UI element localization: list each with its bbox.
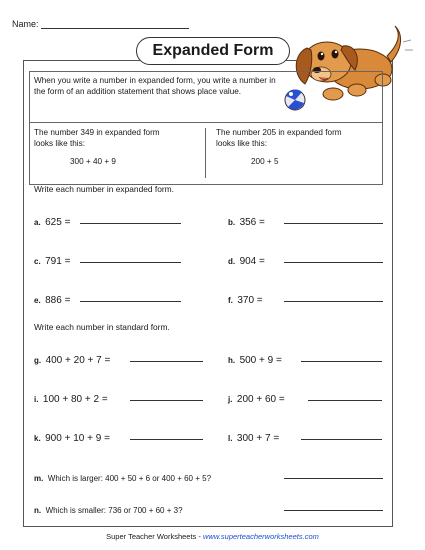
question (228, 251, 265, 269)
question (228, 428, 279, 446)
answer-line[interactable] (130, 361, 203, 362)
question (34, 251, 70, 269)
footer-link[interactable]: www.superteacherworksheets.com (202, 532, 319, 541)
section-instruction: Write each number in expanded form. (34, 184, 174, 194)
question-text: 500 + 9 = (239, 355, 282, 366)
question-label: f. (228, 296, 233, 305)
example-value: 200 + 5 (251, 157, 279, 166)
question (34, 389, 108, 407)
answer-line[interactable] (284, 510, 383, 511)
answer-line[interactable] (308, 400, 382, 401)
footer (0, 532, 425, 541)
answer-line[interactable] (80, 262, 181, 263)
question (34, 212, 70, 230)
answer-line[interactable] (301, 361, 382, 362)
example-text: The number 349 in expanded form looks like this: (34, 128, 160, 148)
answer-line[interactable] (130, 439, 203, 440)
question (34, 428, 110, 446)
question (34, 500, 183, 518)
question-label: a. (34, 218, 41, 227)
example-value: 300 + 40 + 9 (70, 157, 116, 166)
question-label: k. (34, 434, 41, 443)
page-title: Expanded Form (136, 37, 290, 65)
question-text: 900 + 10 + 9 = (45, 433, 110, 444)
name-label: Name: (12, 19, 39, 29)
question-label: i. (34, 395, 39, 404)
answer-line[interactable] (80, 223, 181, 224)
question-label: j. (228, 395, 233, 404)
question-text: Which is larger: 400 + 50 + 6 or 400 + 60 + 5? (47, 474, 212, 483)
question (34, 290, 70, 308)
question (228, 212, 265, 230)
question-text: 100 + 80 + 2 = (42, 394, 108, 405)
question-text: 625 = (45, 217, 71, 228)
question (228, 350, 282, 368)
answer-line[interactable] (301, 439, 382, 440)
footer-text: Super Teacher Worksheets - (106, 532, 203, 541)
section-instruction: Write each number in standard form. (34, 322, 170, 332)
question-label: c. (34, 257, 41, 266)
question-text: Which is smaller: 736 or 700 + 60 + 3? (45, 506, 183, 515)
question (228, 389, 285, 407)
question-label: m. (34, 474, 44, 483)
answer-line[interactable] (284, 478, 383, 479)
divider (29, 122, 382, 123)
question-text: 200 + 60 = (236, 394, 285, 405)
name-field[interactable] (12, 19, 189, 29)
intro-text: When you write a number in expanded form, you write a number in the form of an addition statement that shows place value. (34, 76, 276, 96)
question (34, 468, 211, 486)
question-label: d. (228, 257, 236, 266)
answer-line[interactable] (284, 301, 383, 302)
answer-line[interactable] (284, 223, 383, 224)
question-text: 904 = (239, 256, 265, 267)
answer-line[interactable] (80, 301, 181, 302)
answer-line[interactable] (130, 400, 203, 401)
question (228, 290, 263, 308)
question-label: n. (34, 506, 42, 515)
question-text: 370 = (237, 295, 263, 306)
question-text: 400 + 20 + 7 = (45, 355, 111, 366)
question-label: e. (34, 296, 41, 305)
question-label: h. (228, 356, 236, 365)
question-text: 356 = (239, 217, 265, 228)
question (34, 350, 110, 368)
name-line[interactable] (41, 19, 189, 29)
example-text: The number 205 in expanded form looks like this: (216, 128, 342, 148)
answer-line[interactable] (284, 262, 383, 263)
question-label: l. (228, 434, 233, 443)
question-text: 886 = (45, 295, 71, 306)
question-text: 791 = (45, 256, 71, 267)
question-label: b. (228, 218, 236, 227)
question-label: g. (34, 356, 42, 365)
question-text: 300 + 7 = (236, 433, 280, 444)
divider (205, 128, 206, 178)
